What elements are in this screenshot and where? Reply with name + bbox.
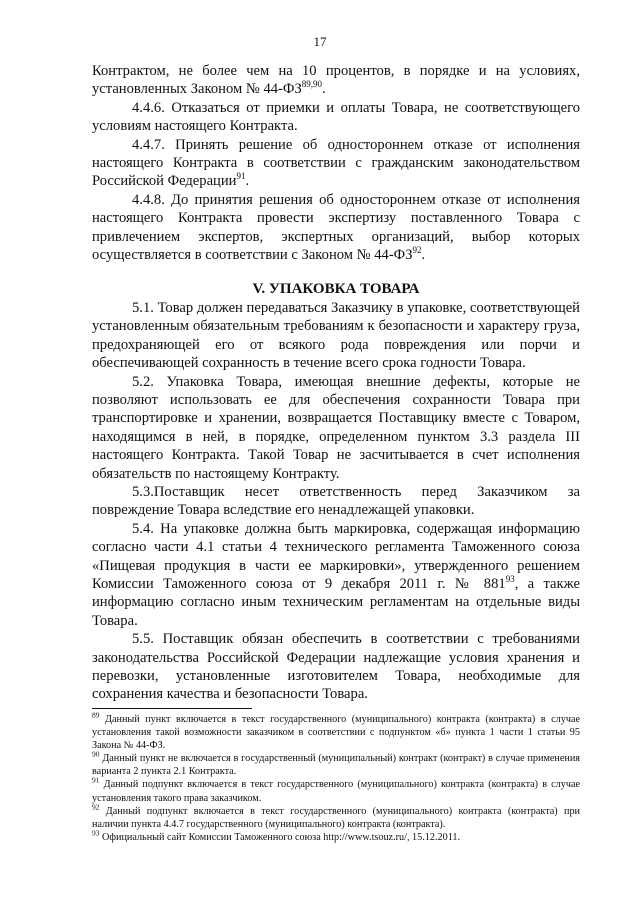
paragraph-text: 4.4.7. Принять решение об одностороннем отказе от исполнения настоящего Контракта в соответствии с гражданским законодательством Российской Федерации [92, 136, 580, 190]
footnote-mark: 93 [92, 828, 100, 838]
paragraph-text: 4.4.6. Отказаться от приемки и оплаты Товара, не соответствующего условиям настоящего Контракта. [92, 99, 580, 135]
page-number: 17 [313, 34, 327, 49]
paragraph-5-4 [92, 520, 580, 630]
paragraph-text: 4.4.8. До принятия решения об одностороннем отказе от исполнения настоящего Контракта провести экспертизу поставленного Товара с привлечением экспертов, экспертных организаций, выбор которых осуществляется в соответствии с Законом № 44-ФЗ [92, 191, 580, 264]
footnote-91 [92, 778, 580, 804]
footnote-ref: 92 [412, 245, 422, 256]
footnote-ref: 93 [505, 574, 515, 585]
footnote-90 [92, 749, 580, 778]
paragraph-top-1 [92, 62, 580, 99]
footnote-text: Данный пункт включается в текст государственного (муниципального) контракта (контракта) в случае установления такой возможности заказчиком в соответствии с подпунктом «б» пункта 1 части 1 статьи 95 Закона № 44-ФЗ. [92, 714, 580, 752]
paragraph-tail: . [245, 173, 250, 190]
paragraph-5-3 [92, 483, 580, 520]
footnote-89 [92, 710, 580, 752]
footnote-text: Данный подпункт включается в текст государственного (муниципального) контракта (контракта) в случае установления такого права заказчиком. [92, 779, 580, 804]
footnote-ref: 91 [236, 171, 246, 182]
paragraph-tail: . [421, 247, 426, 264]
paragraph-top-2 [92, 99, 580, 136]
footnote-ref: 89,90 [301, 79, 323, 90]
paragraph-text: 5.2. Упаковка Товара, имеющая внешние дефекты, которые не позволяют использовать ее для обеспечения сохранности Товара при транспортировке и хранении, возвращается Поставщику вместе с Товаром, находящимся в ней, в порядке, определенном пунктом 3.3 раздела III настоящего Контракта. Такой Товар не засчитывается в счет исполнения обязательств по настоящему Контракту. [92, 373, 580, 482]
paragraph-tail: , а также информацию согласно иным техническим регламентам на отдельные виды Товара. [92, 575, 580, 629]
paragraph-5-1 [92, 299, 580, 373]
footnote-text: Данный подпункт включается в текст государственного (муниципального) контракта (контракта) при наличии пункта 4.4.7 государственного (муниципального) контракта (контракта). [92, 805, 580, 830]
footnote-text: Данный пункт не включается в государственный (муниципальный) контракт (контракт) в случае применения варианта 2 пункта 2.1 Контракта. [92, 753, 580, 778]
paragraph-5-2 [92, 373, 580, 483]
document-body [92, 62, 580, 704]
footnotes [92, 710, 580, 844]
paragraph-top-4 [92, 191, 580, 265]
paragraph-text: 5.5. Поставщик обязан обеспечить в соответствии с требованиями законодательства Российской Федерации надлежащие условия хранения и перевозки, установленные изготовителем Товара, необходимые для сохранения качества и безопасности Товара. [92, 631, 580, 703]
footnote-text: Официальный сайт Комиссии Таможенного союза http://www.tsouz.ru/, 15.12.2011. [99, 831, 461, 843]
footnote-92 [92, 802, 580, 831]
footnote-mark: 92 [92, 802, 100, 812]
footnote-mark: 89 [92, 710, 100, 720]
section-heading: V. УПАКОВКА ТОВАРА [252, 281, 420, 298]
paragraph-top-3 [92, 136, 580, 191]
footnote-mark: 91 [92, 776, 100, 786]
paragraph-5-5 [92, 630, 580, 704]
footnote-mark: 90 [92, 749, 100, 759]
paragraph-text: 5.4. На упаковке должна быть маркировка, содержащая информацию согласно части 4.1 статьи 4 технического регламента Таможенного союза «Пищевая продукция в части ее маркировки», утвержденного решением Комиссии Таможенного союза от 9 декабря 2011 г. № 881 [92, 520, 580, 592]
footnote-93 [92, 828, 580, 844]
footnote-separator [92, 708, 252, 709]
paragraph-text: Контрактом, не более чем на 10 процентов, в порядке и на условиях, установленных Законом № 44-ФЗ [92, 63, 580, 98]
paragraph-text: 5.3.Поставщик несет ответственность перед Заказчиком за повреждение Товара вследствие его ненадлежащей упаковки. [92, 483, 580, 519]
paragraph-text: 5.1. Товар должен передаваться Заказчику в упаковке, соответствующей установленным обязательным требованиям к безопасности и характеру груза, предохраняющей его от всякого рода повреждения или порчи и обеспечивающей сохранность в течение всего срока годности Товара. [92, 299, 580, 372]
paragraph-tail: . [322, 81, 326, 98]
